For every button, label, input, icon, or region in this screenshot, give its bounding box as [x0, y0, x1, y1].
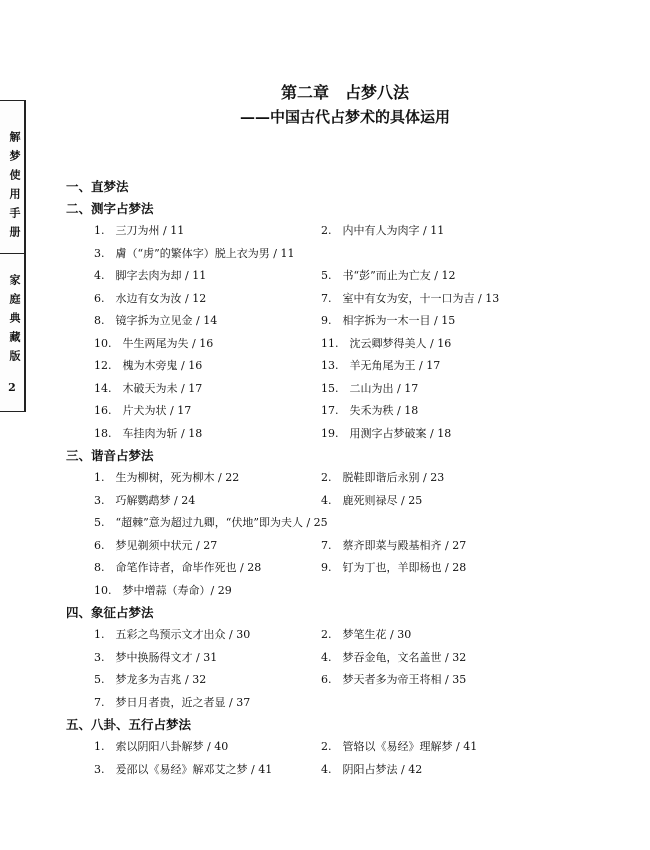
toc-entry: 6. 梦见剃须中状元 / 27 [94, 538, 218, 552]
toc-entry: 19. 用测字占梦破案 / 18 [321, 426, 452, 440]
section-entries [66, 467, 626, 602]
toc-entry: 2. 脱鞋即谐后永别 / 23 [321, 471, 445, 484]
toc-entry: 1. 生为柳树，死为柳木 / 22 [94, 471, 240, 484]
toc-entry: 3. 巧解鹦鹉梦 / 24 [94, 493, 196, 507]
toc-entry: 15. 二山为出 / 17 [321, 381, 419, 395]
toc-entry: 10. 梦中增蒜（寿命）/ 29 [94, 583, 232, 597]
section-entries [66, 736, 626, 781]
section-heading: 一、直梦法 [66, 179, 129, 194]
spine-divider [0, 253, 24, 254]
toc-entry: 7. 梦日月者贵，近之者显 / 37 [94, 695, 251, 709]
toc-entry: 16. 片犬为状 / 17 [94, 404, 192, 417]
toc-entry: 5. “超棘”意为超过九卿，“伏地”即为夫人 / 25 [94, 516, 328, 529]
chapter-title: 第二章 占梦八法 [280, 83, 409, 102]
toc-entry: 4. 梦吞金龟，文名盖世 / 32 [321, 650, 467, 664]
toc-entry: 5. 梦龙多为吉兆 / 32 [94, 673, 207, 686]
toc-entry: 2. 梦笔生花 / 30 [321, 628, 412, 641]
section-entries [66, 624, 626, 714]
section-heading: 三、谐音占梦法 [66, 448, 154, 463]
toc-entry: 2. 内中有人为肉字 / 11 [321, 224, 445, 237]
toc-entry: 3. 爰邵以《易经》解邓艾之梦 / 41 [94, 762, 273, 776]
toc-entry: 3. 梦中换肠得文才 / 31 [94, 650, 218, 664]
section-heading: 五、八卦、五行占梦法 [66, 717, 192, 732]
section-heading: 四、象征占梦法 [66, 605, 154, 620]
toc-entry: 18. 车挂肉为斩 / 18 [94, 426, 203, 440]
toc-entry: 3. 膚（“虏”的繁体字）脱上衣为男 / 11 [94, 246, 295, 260]
toc-entry: 7. 室中有女为安，十一口为吉 / 13 [321, 291, 500, 305]
toc-entry: 2. 管辂以《易经》理解梦 / 41 [321, 740, 478, 753]
toc-entry: 1. 索以阴阳八卦解梦 / 40 [94, 740, 229, 753]
toc-entry: 4. 鹿死则禄尽 / 25 [321, 493, 423, 507]
toc-entry: 9. 相字拆为一木一目 / 15 [321, 314, 456, 327]
chapter-subtitle: ——中国古代占梦术的具体运用 [239, 108, 450, 126]
toc-entry: 8. 镜字拆为立见金 / 14 [94, 314, 218, 327]
toc-entry: 5. 书“彭”而止为亡友 / 12 [321, 269, 456, 282]
toc-entry: 6. 梦天者多为帝王将相 / 35 [321, 673, 467, 686]
toc-entry: 4. 脚字去肉为却 / 11 [94, 269, 207, 282]
section-entries [66, 220, 626, 445]
toc-entry: 1. 三刀为州 / 11 [94, 224, 185, 237]
toc-entry: 12. 槐为木旁鬼 / 16 [94, 359, 203, 372]
toc-entry: 10. 牛生两尾为失 / 16 [94, 336, 214, 350]
toc-entry: 8. 命笔作诗者，命毕作死也 / 28 [94, 561, 262, 574]
toc-entry: 9. 钉为丁也，羊即杨也 / 28 [321, 561, 467, 574]
table-of-contents [66, 176, 626, 781]
section-heading: 二、测字占梦法 [66, 201, 154, 216]
book-spine-tab [0, 100, 26, 412]
spine-edition-label: 家庭典藏版 [8, 273, 21, 369]
toc-entry: 14. 木破天为未 / 17 [94, 381, 203, 395]
toc-entry: 17. 失禾为秩 / 18 [321, 404, 419, 417]
toc-entry: 6. 水边有女为汝 / 12 [94, 291, 207, 305]
spine-series-title: 解梦使用手册 [8, 131, 21, 245]
toc-entry: 7. 蔡齐即菜与殿基相齐 / 27 [321, 538, 467, 552]
toc-entry: 4. 阴阳占梦法 / 42 [321, 762, 423, 776]
spine-volume-number: 2 [8, 381, 16, 394]
toc-entry: 11. 沈云卿梦得美人 / 16 [321, 336, 452, 350]
toc-entry: 1. 五彩之鸟预示文才出众 / 30 [94, 628, 251, 641]
toc-entry: 13. 羊无角尾为王 / 17 [321, 359, 441, 372]
